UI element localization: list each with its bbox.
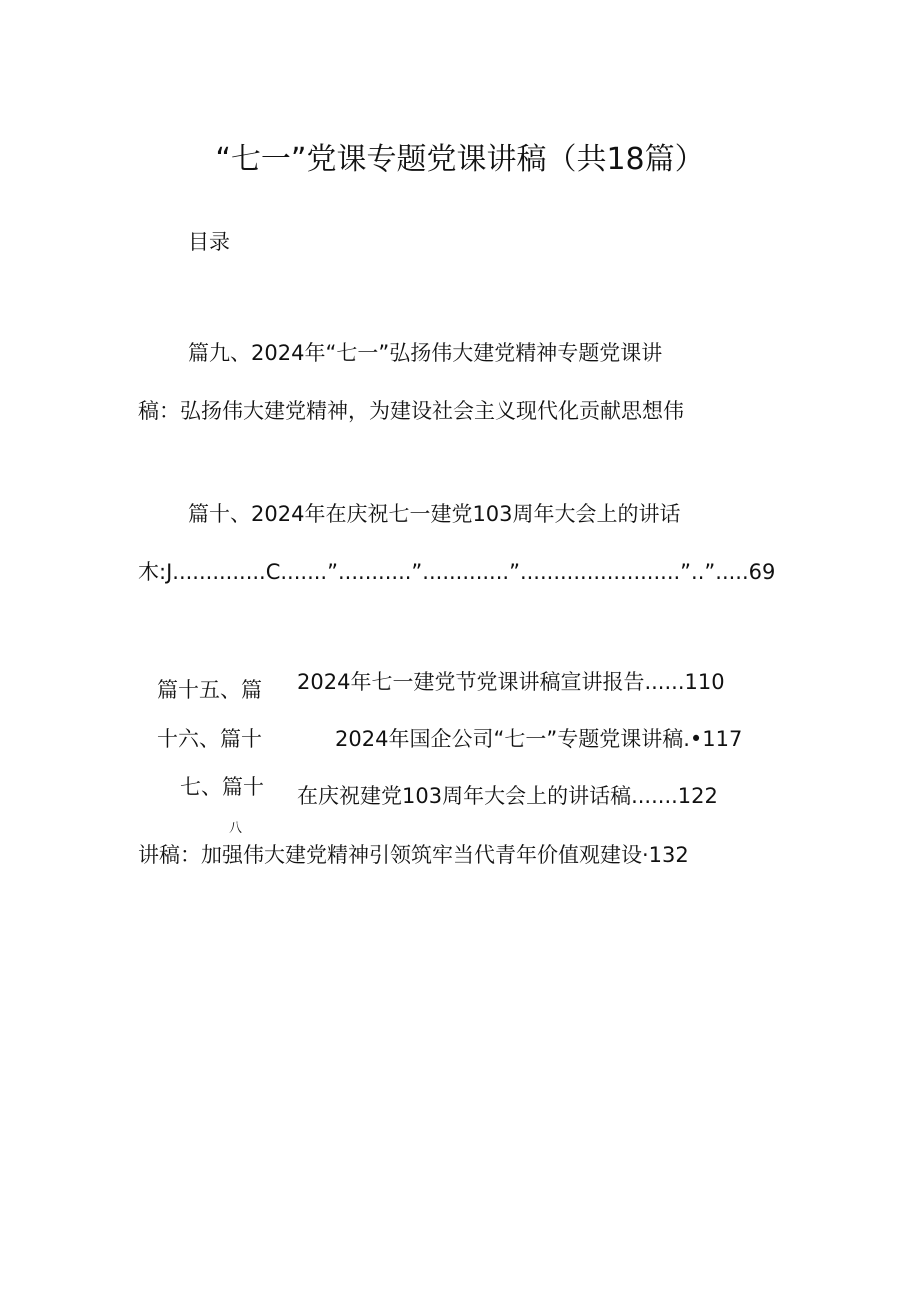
toc-entry-9-line-1: 篇九、2024年“七一”弘扬伟大建党精神专题党课讲 <box>188 341 663 365</box>
toc-entry-15: 2024年七一建党节党课讲稿宣讲报告......110 <box>297 670 725 694</box>
toc-entry-18: 讲稿：加强伟大建党精神引领筑牢当代青年价值观建设·132 <box>138 843 689 867</box>
toc-entry-17: 在庆祝建党103周年大会上的讲话稿.......122 <box>297 784 718 808</box>
toc-entry-10-line-2: 木:J..............C.......”...........”.............”........................”..”.....69 <box>138 560 776 584</box>
side-label-2: 十六、篇十 <box>157 727 262 751</box>
side-label-4: 八 <box>229 821 243 836</box>
document-title: “七一”党课专题党课讲稿（共18篇） <box>215 142 705 177</box>
toc-entry-9-line-2: 稿：弘扬伟大建党精神，为建设社会主义现代化贡献思想伟 <box>138 399 684 423</box>
side-label-3: 七、篇十 <box>180 775 264 799</box>
toc-heading: 目录 <box>188 230 230 254</box>
side-label-1: 篇十五、篇 <box>157 678 262 702</box>
toc-entry-10-line-1: 篇十、2024年在庆祝七一建党103周年大会上的讲话 <box>188 502 681 526</box>
toc-entry-16: 2024年国企公司“七一”专题党课讲稿.•117 <box>335 727 743 751</box>
